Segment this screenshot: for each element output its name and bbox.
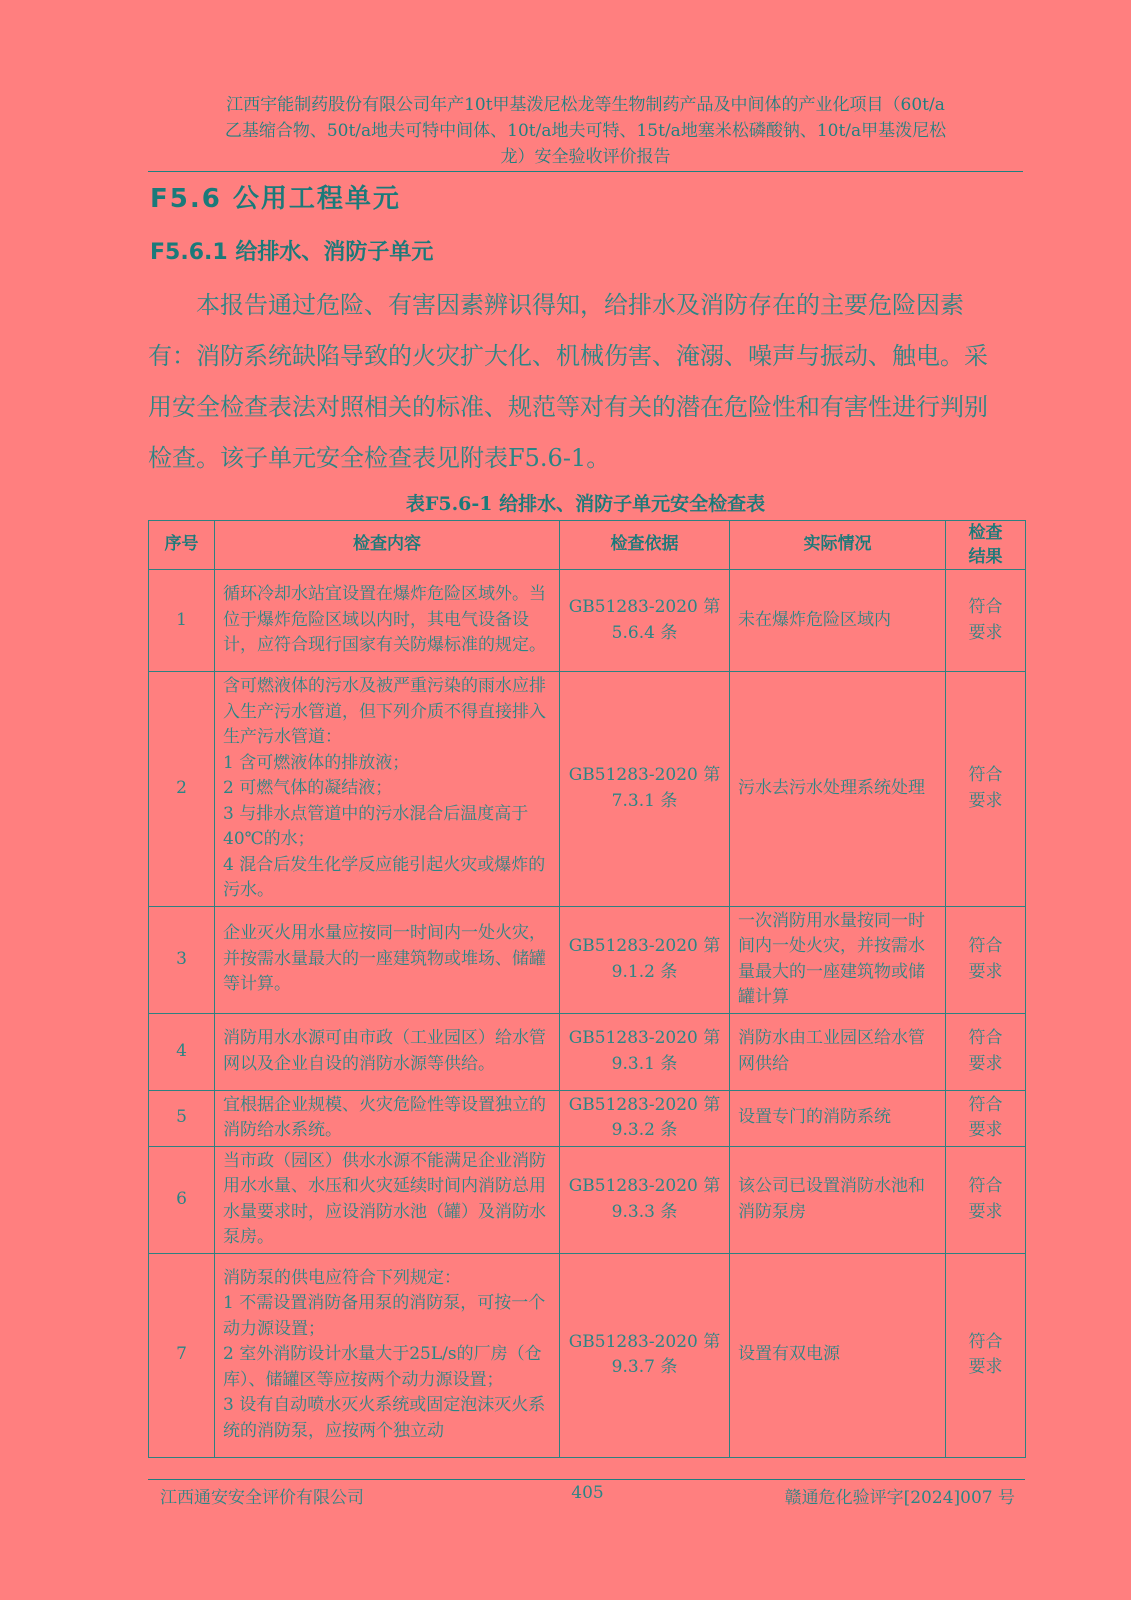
cell-content: 循环冷却水站宜设置在爆炸危险区域外。当位于爆炸危险区域以内时，其电气设备设计，应符合现行国家有关防爆标准的规定。	[215, 570, 560, 672]
cell-actual: 设置专门的消防系统	[730, 1090, 946, 1146]
header-line-3: 龙）安全验收评价报告	[500, 147, 671, 167]
section-heading: F5.6 公用工程单元	[150, 184, 401, 214]
result-line-2: 要求	[968, 1120, 1003, 1140]
footer-divider	[148, 1479, 1025, 1480]
cell-basis	[560, 1013, 730, 1090]
cell-result	[946, 1146, 1026, 1253]
cell-actual: 未在爆炸危险区域内	[730, 570, 946, 672]
col-header-no: 序号	[149, 521, 215, 570]
header-line-1: 江西宇能制药股份有限公司年产10t甲基泼尼松龙等生物制药产品及中间体的产业化项目（60t/a	[226, 95, 945, 115]
result-line-2: 要求	[968, 961, 1003, 982]
col-header-basis: 检查依据	[560, 521, 730, 570]
table-row	[149, 1013, 1026, 1090]
cell-content	[215, 672, 560, 907]
cell-no: 2	[149, 672, 215, 907]
col-header-result-text: 检查结果	[968, 523, 1003, 567]
cell-result	[946, 1253, 1026, 1457]
cell-content: 消防用水水源可由市政（工业园区）给水管网以及企业自设的消防水源等供给。	[215, 1013, 560, 1090]
content-line: 4 混合后发生化学反应能引起火灾或爆炸的污水。	[223, 854, 546, 900]
table-header-row	[149, 521, 1026, 570]
cell-result	[946, 570, 1026, 672]
content-line: 1 含可燃液体的排放液；	[223, 752, 410, 773]
header-divider	[148, 171, 1023, 172]
cell-basis	[560, 906, 730, 1013]
result-line-1: 符合	[968, 936, 1003, 956]
cell-content: 企业灭火用水量应按同一时间内一处火灾，并按需水量最大的一座建筑物或堆场、储罐等计算。	[215, 906, 560, 1013]
cell-result	[946, 906, 1026, 1013]
basis-standard: GB51283-2020 第	[568, 597, 721, 617]
basis-standard: GB51283-2020 第	[568, 1331, 721, 1352]
cell-basis	[560, 1253, 730, 1457]
cell-actual: 污水去污水处理系统处理	[730, 672, 946, 907]
basis-clause: 7.3.1 条	[611, 790, 678, 811]
cell-basis	[560, 1090, 730, 1146]
table-row	[149, 1090, 1026, 1146]
content-line: 1 不需设置消防备用泵的消防泵，可按一个动力源设置；	[223, 1293, 546, 1339]
table-row	[149, 672, 1026, 907]
cell-no: 6	[149, 1146, 215, 1253]
col-header-result	[946, 521, 1026, 570]
basis-clause: 9.1.2 条	[611, 961, 678, 982]
content-line: 3 与排水点管道中的污水混合后温度高于40℃的水；	[223, 803, 529, 849]
col-header-content: 检查内容	[215, 521, 560, 570]
cell-result	[946, 1013, 1026, 1090]
basis-standard: GB51283-2020 第	[568, 765, 721, 786]
content-line: 3 设有自动喷水灭火系统或固定泡沫灭火系统的消防泵，应按两个独立动	[223, 1395, 546, 1441]
cell-no: 1	[149, 570, 215, 672]
page-header	[148, 92, 1023, 170]
result-line-1: 符合	[968, 1094, 1003, 1115]
basis-clause: 5.6.4 条	[611, 622, 678, 643]
cell-basis	[560, 672, 730, 907]
table-caption: 表F5.6-1 给排水、消防子单元安全检查表	[405, 493, 766, 515]
cell-actual: 该公司已设置消防水池和消防泵房	[730, 1146, 946, 1253]
table-row	[149, 570, 1026, 672]
cell-content: 宜根据企业规模、火灾危险性等设置独立的消防给水系统。	[215, 1090, 560, 1146]
basis-standard: GB51283-2020 第	[568, 936, 721, 956]
cell-actual: 消防水由工业园区给水管网供给	[730, 1013, 946, 1090]
result-line-2: 要求	[968, 622, 1003, 643]
basis-standard: GB51283-2020 第	[568, 1094, 721, 1115]
cell-no: 5	[149, 1090, 215, 1146]
result-line-1: 符合	[968, 765, 1003, 786]
basis-standard: GB51283-2020 第	[568, 1028, 721, 1048]
cell-actual: 设置有双电源	[730, 1253, 946, 1457]
result-line-1: 符合	[968, 1028, 1003, 1048]
safety-checklist-table	[148, 520, 1026, 1458]
basis-clause: 9.3.3 条	[611, 1201, 678, 1222]
result-line-2: 要求	[968, 1201, 1003, 1222]
result-line-1: 符合	[968, 1331, 1003, 1352]
col-header-actual: 实际情况	[730, 521, 946, 570]
table-row	[149, 1146, 1026, 1253]
content-line: 2 室外消防设计水量大于25L/s的厂房（仓库）、储罐区等应按两个动力源设置；	[223, 1344, 542, 1390]
basis-clause: 9.3.1 条	[611, 1053, 678, 1074]
cell-basis	[560, 1146, 730, 1253]
content-line: 消防泵的供电应符合下列规定：	[223, 1267, 461, 1288]
intro-paragraph: 本报告通过危险、有害因素辨识得知，给排水及消防存在的主要危险因素有：消防系统缺陷导致的火灾扩大化、机械伤害、淹溺、噪声与振动、触电。采用安全检查表法对照相关的标准、规范等对有关的潜在危险性和有害性进行判别检查。该子单元安全检查表见附表F5.6-1。	[148, 291, 988, 472]
cell-content: 当市政（园区）供水水源不能满足企业消防用水水量、水压和火灾延续时间内消防总用水量要求时，应设消防水池（罐）及消防水泵房。	[215, 1146, 560, 1253]
cell-no: 4	[149, 1013, 215, 1090]
document-number: 赣通危化验评字[2024]007 号	[784, 1488, 1015, 1508]
table-row	[149, 1253, 1026, 1457]
result-line-2: 要求	[968, 1053, 1003, 1074]
basis-clause: 9.3.2 条	[611, 1120, 678, 1140]
page-number: 405	[571, 1483, 604, 1503]
cell-no: 3	[149, 906, 215, 1013]
cell-basis	[560, 570, 730, 672]
page-footer	[160, 1483, 1015, 1509]
result-line-1: 符合	[968, 1176, 1003, 1196]
result-line-2: 要求	[968, 1357, 1003, 1377]
cell-content	[215, 1253, 560, 1457]
basis-clause: 9.3.7 条	[611, 1357, 678, 1377]
content-line: 2 可燃气体的凝结液；	[223, 778, 393, 798]
footer-company: 江西通安安全评价有限公司	[160, 1488, 364, 1508]
header-line-2: 乙基缩合物、50t/a地夫可特中间体、10t/a地夫可特、15t/a地塞米松磷酸钠、10t/a甲基泼尼松	[224, 121, 947, 141]
cell-actual: 一次消防用水量按同一时间内一处火灾，并按需水量最大的一座建筑物或储罐计算	[730, 906, 946, 1013]
subsection-heading: F5.6.1 给排水、消防子单元	[150, 240, 434, 265]
content-line: 含可燃液体的污水及被严重污染的雨水应排入生产污水管道，但下列介质不得直接排入生产污水管道：	[223, 676, 546, 747]
result-line-1: 符合	[968, 597, 1003, 617]
basis-standard: GB51283-2020 第	[568, 1176, 721, 1196]
result-line-2: 要求	[968, 790, 1003, 811]
table-row	[149, 906, 1026, 1013]
cell-result	[946, 1090, 1026, 1146]
cell-no: 7	[149, 1253, 215, 1457]
cell-result	[946, 672, 1026, 907]
